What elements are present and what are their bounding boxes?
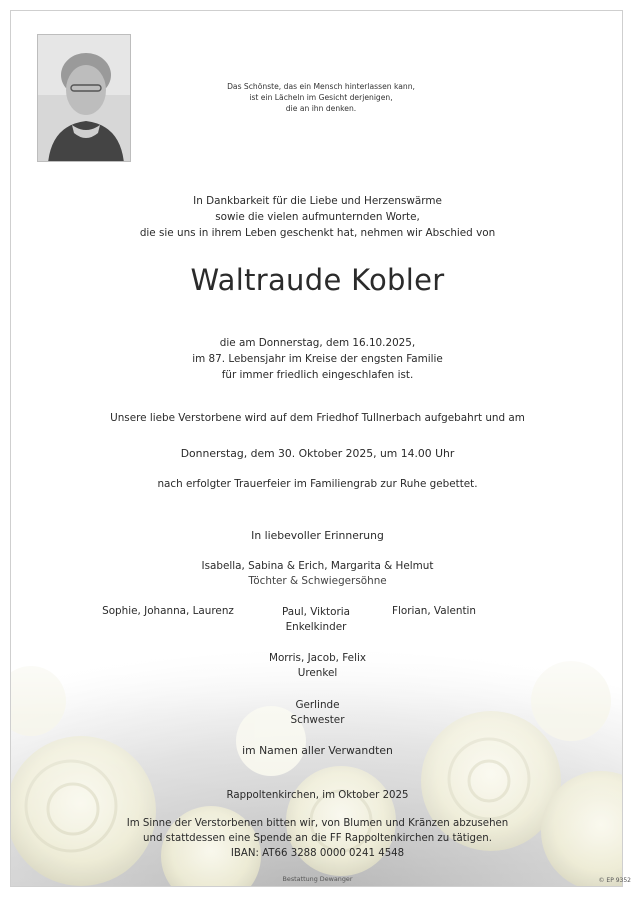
grandchildren-center (256, 605, 376, 635)
sister-role: Schwester (290, 714, 345, 726)
obituary-card (10, 10, 623, 887)
grandchildren-names: Paul, Viktoria (282, 606, 350, 618)
donation-wish (11, 816, 623, 861)
death-line: im 87. Lebensjahr im Kreise der engsten Familie (192, 353, 443, 365)
wish-line: Im Sinne der Verstorbenen bitten wir, von Blumen und Kränzen abzusehen (126, 818, 509, 829)
sister-group (11, 698, 623, 728)
memory-heading: In liebevoller Erinnerung (251, 529, 384, 542)
great-grandchildren-role: Urenkel (297, 667, 338, 679)
print-code: © EP 9352 (598, 877, 631, 884)
iban-line: IBAN: AT66 3288 0000 0241 4548 (230, 848, 405, 859)
children-group (11, 559, 623, 589)
motto-quote (211, 81, 431, 114)
intro-line: In Dankbarkeit für die Liebe und Herzenswärme (193, 195, 442, 207)
children-role: Töchter & Schwiegersöhne (248, 575, 387, 587)
rest-text: nach erfolgter Trauerfeier im Familiengrab zur Ruhe gebettet. (157, 478, 478, 490)
sister-name: Gerlinde (295, 699, 340, 711)
children-names: Isabella, Sabina & Erich, Margarita & Helmut (201, 560, 434, 572)
portrait-photo (37, 34, 131, 162)
grandchildren-role: Enkelkinder (285, 621, 347, 633)
death-line: für immer friedlich eingeschlafen ist. (221, 369, 414, 381)
burial-text: Unsere liebe Verstorbene wird auf dem Friedhof Tullnerbach aufgebahrt und am (110, 412, 525, 424)
deceased-name: Waltraude Kobler (190, 263, 445, 297)
grandchildren-names: Florian, Valentin (391, 605, 477, 617)
motto-line: die an ihn denken. (285, 104, 357, 113)
relatives-line: im Namen aller Verwandten (242, 744, 393, 757)
wish-line: und stattdessen eine Spende an die FF Rappoltenkirchen zu tätigen. (143, 833, 492, 844)
great-grandchildren-names: Morris, Jacob, Felix (268, 652, 367, 664)
grandchildren-names: Sophie, Johanna, Laurenz (102, 605, 234, 617)
intro-line: sowie die vielen aufmunternden Worte, (215, 211, 420, 223)
motto-line: Das Schönste, das ein Mensch hinterlassen kann, (227, 82, 415, 91)
motto-line: ist ein Lächeln im Gesicht derjenigen, (249, 93, 393, 102)
intro-line: die sie uns in ihrem Leben geschenkt hat, nehmen wir Abschied von (139, 227, 496, 239)
death-line: die am Donnerstag, dem 16.10.2025, (219, 337, 416, 349)
funeral-date: Donnerstag, dem 30. Oktober 2025, um 14.00 Uhr (180, 447, 455, 460)
undertaker-name: Bestattung Dewanger (282, 875, 353, 883)
intro-text (11, 193, 623, 241)
great-grandchildren-group (11, 651, 623, 681)
place-date: Rappoltenkirchen, im Oktober 2025 (226, 790, 409, 801)
death-notice (11, 335, 623, 383)
